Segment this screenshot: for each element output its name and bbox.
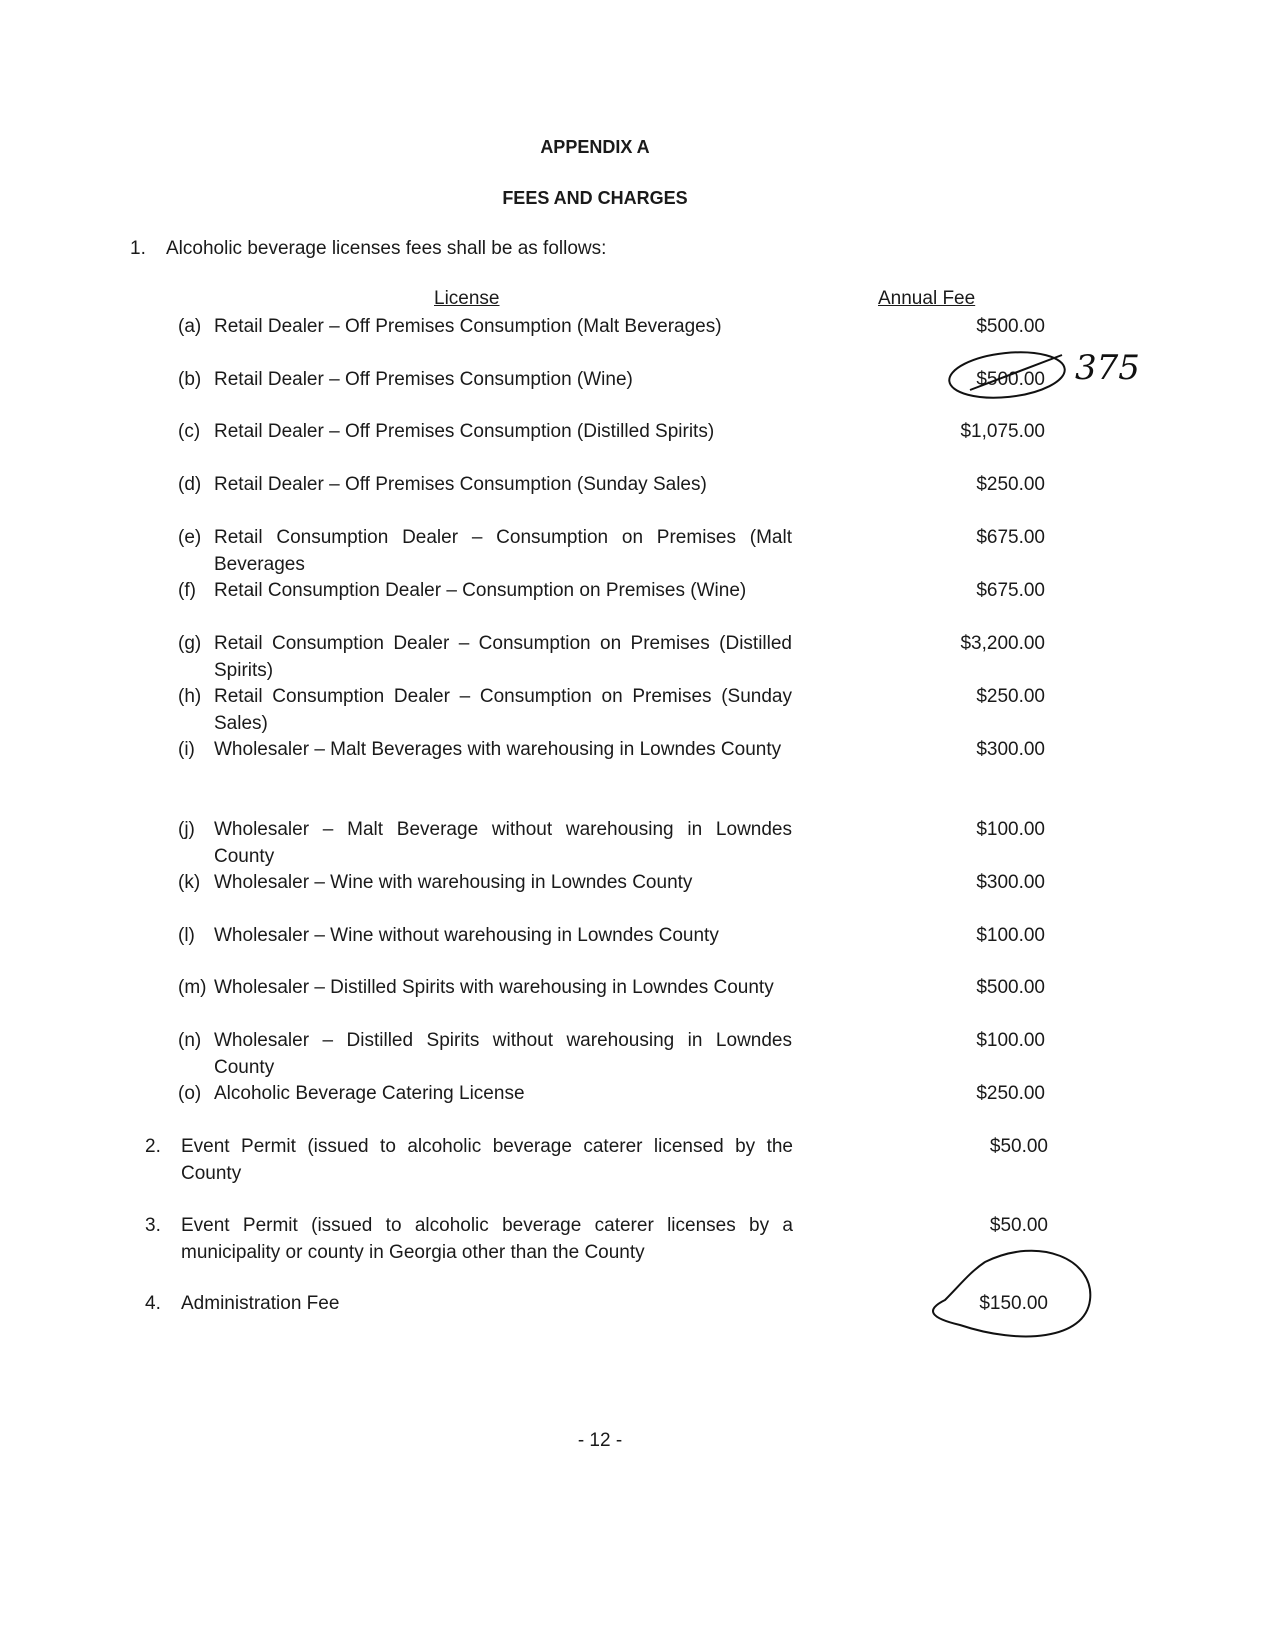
license-fee: $675.00 <box>976 580 1045 601</box>
license-description: Retail Consumption Dealer – Consumption on Premises (Malt Beverages <box>214 527 792 575</box>
license-description: Retail Consumption Dealer – Consumption on Premises (Sunday Sales) <box>214 686 792 734</box>
item-description: Event Permit (issued to alcoholic beverage caterer licensed by the County <box>181 1136 793 1184</box>
license-letter: (n) <box>178 1030 202 1051</box>
license-description: Wholesaler – Malt Beverage without warehousing in Lowndes County <box>214 819 792 867</box>
license-fee: $100.00 <box>976 925 1045 946</box>
license-letter: (a) <box>178 316 202 337</box>
handwritten-note: 375 <box>1075 348 1140 388</box>
license-description: Wholesaler – Wine with warehousing in Lowndes County <box>214 872 693 893</box>
license-description: Wholesaler – Wine without warehousing in Lowndes County <box>214 925 719 946</box>
license-fee: $100.00 <box>976 819 1045 840</box>
license-description: Alcoholic Beverage Catering License <box>214 1083 525 1104</box>
license-letter: (h) <box>178 686 202 707</box>
license-letter: (d) <box>178 474 202 495</box>
license-description: Retail Dealer – Off Premises Consumption (Wine) <box>214 369 633 390</box>
license-fee: $100.00 <box>976 1030 1045 1051</box>
item-description: Event Permit (issued to alcoholic beverage caterer licenses by a municipality or county in Georgia other than the County <box>181 1215 793 1263</box>
license-fee: $500.00 <box>976 369 1045 390</box>
license-fee: $500.00 <box>976 316 1045 337</box>
section-title: FEES AND CHARGES <box>502 188 688 208</box>
license-letter: (g) <box>178 633 202 654</box>
strikethrough-mark <box>970 355 1062 390</box>
license-description: Retail Dealer – Off Premises Consumption (Malt Beverages) <box>214 316 722 337</box>
item-description: Administration Fee <box>181 1293 340 1314</box>
license-fee: $300.00 <box>976 739 1045 760</box>
license-description: Retail Consumption Dealer – Consumption on Premises (Wine) <box>214 580 747 601</box>
license-letter: (o) <box>178 1083 202 1104</box>
license-description: Wholesaler – Malt Beverages with warehousing in Lowndes County <box>214 739 782 760</box>
license-letter: (f) <box>178 580 196 601</box>
item-number: 2. <box>145 1136 161 1157</box>
license-fee: $300.00 <box>976 872 1045 893</box>
license-letter: (b) <box>178 369 202 390</box>
license-letter: (k) <box>178 872 201 893</box>
license-fee: $500.00 <box>976 977 1045 998</box>
license-fee: $250.00 <box>976 686 1045 707</box>
item-number: 3. <box>145 1215 161 1236</box>
item-fee: $50.00 <box>989 1215 1048 1236</box>
license-letter: (l) <box>178 925 195 946</box>
license-letter: (i) <box>178 739 195 760</box>
circle-mark-icon <box>933 1251 1090 1337</box>
item-fee: $50.00 <box>989 1136 1048 1157</box>
fee-header: Annual Fee <box>878 288 976 309</box>
license-header: License <box>434 288 500 309</box>
license-fee: $1,075.00 <box>960 421 1045 442</box>
item-number: 4. <box>145 1293 161 1314</box>
appendix-title: APPENDIX A <box>540 137 650 157</box>
license-fee: $250.00 <box>976 1083 1045 1104</box>
item-number: 1. <box>130 238 146 259</box>
page-number: - 12 - <box>577 1430 623 1451</box>
license-fee: $3,200.00 <box>960 633 1045 654</box>
license-letter: (c) <box>178 421 201 442</box>
license-description: Wholesaler – Distilled Spirits without warehousing in Lowndes County <box>214 1030 792 1078</box>
license-description: Wholesaler – Distilled Spirits with warehousing in Lowndes County <box>214 977 774 998</box>
license-description: Retail Dealer – Off Premises Consumption (Sunday Sales) <box>214 474 707 495</box>
license-letter: (m) <box>178 977 207 998</box>
item-text: Alcoholic beverage licenses fees shall be as follows: <box>166 238 607 259</box>
license-fee: $250.00 <box>976 474 1045 495</box>
license-letter: (j) <box>178 819 195 840</box>
license-description: Retail Consumption Dealer – Consumption on Premises (Distilled Spirits) <box>214 633 792 681</box>
license-fee: $675.00 <box>976 527 1045 548</box>
license-letter: (e) <box>178 527 202 548</box>
license-description: Retail Dealer – Off Premises Consumption (Distilled Spirits) <box>214 421 715 442</box>
item-fee: $150.00 <box>979 1293 1048 1314</box>
